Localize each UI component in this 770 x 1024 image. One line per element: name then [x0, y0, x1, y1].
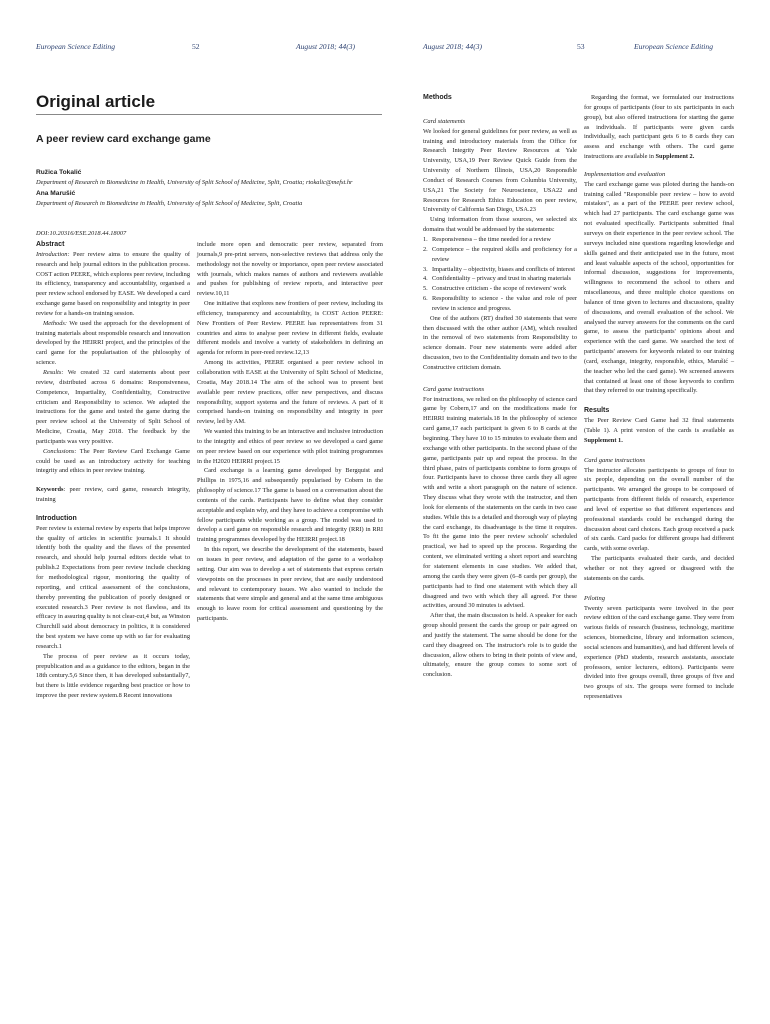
intro-paragraph-2: The process of peer review as it occurs today, prepublication and as a guidance to the editors, began in the 18th century.5,6 Since then, it has developed substantially7, but there is little evidence regarding best practice or how to improve the peer review system.8 Recent innovations — [36, 652, 190, 700]
list-item: 2. Competence – the required skills and proficiency for a review — [423, 245, 577, 263]
list-item: 6. Responsibility to science - the value and role of peer review in science and progress. — [423, 295, 577, 312]
abstract-results: Results: We created 32 card statements about peer review, distributed across 6 domains: Responsiveness, Competence, Impartiality, Confidentiality, Constructive criticism and Responsibility to science. We adapted the instructions for the game and tested the game during the peer review school at the University of Split School of Medicine, Croatia, May 2018. The feedback by the participants was very positive. — [36, 368, 190, 445]
list-item: 3. Impartiality – objectivity, biases and conflicts of interest — [423, 265, 575, 273]
introduction-heading: Introduction — [36, 514, 77, 522]
implementation-heading: Implementation and evaluation — [584, 170, 666, 178]
card-instructions-paragraph-1: The instructor allocates participants to groups of four to six people, depending on the overall number of the participants. We arranged the groups to be composed of participants from different fields of research, experience and level of expertise so that different experiences and professional standards could be exchanged during the discussion about card choices. Each group received a pack of six cards. Card packs for different groups had different cards, with some overlap. — [584, 466, 734, 553]
section-label: Original article — [36, 92, 382, 115]
page-number-left: 52 — [192, 42, 200, 51]
card-statements-paragraph-2: Using information from those sources, we selected six domains that would be addressed by the statements: — [423, 216, 577, 234]
domains-list — [423, 235, 577, 314]
affiliation-2: Department of Research in Biomedicine in Health, University of Split School of Medicine, Split, Croatia — [36, 200, 303, 207]
column-1 — [36, 240, 190, 701]
card-instructions-paragraph-2: The participants evaluated their cards, and decided whether or not they agreed or disagreed with the statements on the cards. — [584, 555, 734, 582]
format-paragraph: Regarding the format, we formulated our instructions for groups of participants (four to six participants in each group), but also offered instructions for starting the game as individuals. If participants were given cards individually, each participant gets 6 to 8 cards they can assess and exchange with others. The card game instructions are available in Supplement 2. — [584, 94, 734, 161]
doi: DOI:10.20316/ESE.2018.44.18007 — [36, 230, 127, 237]
column-2 — [197, 240, 383, 624]
intro-paragraph-1: Peer review is external review by experts that helps improve the quality of articles in scientific journals.1 It should identify both the quality and the flaws of the presented research, and should help journal editors decide what to publish.2 Expectations from peer review include checking for methodological rigour, monitoring the quality of reporting, and critical assessment of the conclusions, thereby preventing the publication of poorly designed or executed research.3 Peer review is not flawless, and its efficacy in assuring quality is not clear-cut,4 but, as Winston Churchill said about democracy in politics, it is considered the best system we have come up with so far for evaluating research.1 — [36, 524, 190, 650]
abstract-methods: Methods: We used the approach for the development of training materials about responsible research and innovation developed by the HEIRRI project, and the principles of the card game for the popularisation of the philosophy of science. — [36, 319, 190, 367]
col2-paragraph-5: Card exchange is a learning game developed by Bergquist and Phillips in 1975,16 and subsequently popularised by Cobern in the philosophy of science.17 The game is based on a conversation about the contents of the cards. Participants have to define what they consider acceptable and explain why, and they have to achieve a compromise with fellow participants while working as a group. The model was used to develop a card game on responsible research and integrity (RRI) in RRI training programmes developed by the HEIRRI project.18 — [197, 467, 383, 544]
instructions-paragraph-1: For instructions, we relied on the philosophy of science card game by Cobern,17 and on the modifications made for HEIRRI training materials.18 In the philosophy of science card game,17 each participant is given 6 to 8 cards at the beginning. They have 10 to 15 minutes to evaluate them and exchange with other participants. In the second phase of the game, participants pair up and repeat the process. In the third phase, pairs of participants combine to form groups of four. Participants have to choose three cards they all agree with and write a short paragraph on the nature of science. They discuss what they wrote with the instructor, and then look for elements of the statements on the cards in two case studies. While this is a detailed and thorough way of playing the card exchange, its disadvantage is the time it requires. To fit the game into the peer review schools' scheduled practical, we had to speed up the process. Regarding the content, we eliminated writing a short report and searching for statement elements in case studies. We added that, among the cards they were given (6–8 cards per group), the participants had to find one statement with which they all disagreed and two with which they all agreed. For these activities, around 30 minutes is advised. — [423, 395, 577, 610]
piloting-paragraph: Twenty seven participants were involved in the peer review edition of the card exchange game. They were from various fields of research (business, technology, maritime sciences, biomedicine, library and information sciences, social sciences and humanities), and had different levels of experience (PhD students, research assistants, associate professors, senior lecturers, editors). Participants were divided into five groups overall, three groups of five and two groups of six. The groups were formed to include representatives — [584, 604, 734, 701]
results-paragraph: The Peer Review Card Game had 32 final statements (Table 1). A print version of the cards is available as Supplement 1. — [584, 417, 734, 444]
abstract-heading: Abstract — [36, 241, 65, 248]
column-4 — [584, 93, 734, 702]
col2-paragraph-2: One initiative that explores new frontiers of peer review, including its efficiency, transparency and accountability, is COST Action PEERE: New Frontiers of Peer Review. PEERE has representatives from 31 countries and aims to analyse peer review in different fields, evaluate different models and involve a variety of stakeholders in defining an agenda for reform in peer-reed review.12,13 — [197, 300, 383, 357]
card-instructions-heading: Card game instructions — [584, 456, 646, 464]
col2-paragraph-4: We wanted this training to be an interactive and inclusive introduction to the integrity and ethics of peer review so we developed a card game on peer review based on our experience with pilot training programmes in the H2020 HEIRRI project.15 — [197, 428, 383, 465]
list-item: 5. Constructive criticism - the scope of reviewers' work — [423, 285, 567, 293]
list-item: 4. Confidentiality – privacy and trust in sharing materials — [423, 275, 572, 283]
issue-right: August 2018; 44(3) — [423, 42, 483, 51]
running-header-left: European Science Editing — [36, 42, 116, 51]
piloting-heading: Piloting — [584, 594, 605, 602]
page-number-right: 53 — [577, 42, 585, 51]
column-3 — [423, 93, 577, 680]
article-title: A peer review card exchange game — [36, 133, 211, 145]
col2-paragraph-6: In this report, we describe the development of the statements, based on issues in peer review, and adaptation of the game to a workshop setting. Our aim was to develop a set of statements that express certain viewpoints on the processes in peer review, that are easily understood and relevant to contemporary issues. We also wanted to include the statements that were simple and general and at the same time ambiguous enough to leave room for critical assessment and questioning by the participants. — [197, 546, 383, 623]
abstract-introduction: Introduction: Peer review aims to ensure the quality of research and help journal editors in the publication process. COST action PEERE, which explores peer review, including its efficiency, transparency and accountability, organised a peer review school endorsed by EASE. We developed a card exchange game based on responsibility and integrity in peer review for a hands-on training session. — [36, 250, 190, 317]
abstract-conclusions: Conclusions: The Peer Review Card Exchange Game could be used as an introductory activity for teaching integrity and ethics in peer review training. — [36, 447, 190, 475]
results-heading: Results — [584, 407, 610, 415]
implementation-paragraph: The card exchange game was piloted during the hands-on training called "Responsible peer review – how to avoid mistakes", as a part of the PEERE peer review school, which had 27 participants. The card exchange game was not evaluated specifically. Participants submitted final surveys on their experience in the peer review school. The surveys included nine questions regarding knowledge and skills gained and their anticipated use in the future, most and least valuable aspects of the school, opportunities for informal discussion, suggestions for improvements, willingness to recommend the school to others and miscellaneous, and three multiple choice questions on balance of time given to lectures and discussions, quality of discussions, and overall evaluation of the school. We analysed the survey answers for the comments on the card game, to assess the participants' opinions about and experience with the card game. We searched the text of participants' answers for keywords related to our training (card, exchange, integrity, responsible, ethics, Marušić – the teacher who led the card game). We screened answers that contained at least one of those keywords to confirm that they referred to our training specifically. — [584, 180, 734, 395]
col2-paragraph-1: include more open and democratic peer review, separated from journals,9 pre-print servers, non-selective reviews that address only the methodology not the novelty or importance, open peer review associated with journals, which makes names of authors and reviewers available and pushes for publishing of review reports, and interactive peer review.10,11 — [197, 241, 383, 298]
instructions-paragraph-2: After that, the main discussion is held. A speaker for each group should present the cards the group or pair agreed on and justify the statement. The same should be done for the card they disagreed on. The instructor's role is to guide the discussion, allow others to bring in their points of view and, ultimately, ensure the group comes to some sort of conclusion. — [423, 612, 577, 679]
card-statements-heading: Card statements — [423, 117, 466, 125]
card-statements-paragraph-1: We looked for general guidelines for peer review, as well as training and introductory materials from the Office for Research Integrity Peer Review Resources at Yale University, USA,19 Peer Review Quick Guide from the University of Northern Illinois, USA,20 Responsible Conduct of Research Courses from Columbia University, USA,21 The Society for Neuroscience, USA22 and Resources for Research Ethics Education on peer review, University of California San Diego, USA.23 — [423, 127, 577, 214]
author-2: Ana Marušić — [36, 190, 76, 197]
col2-paragraph-3: Among its activities, PEERE organised a peer review school in collaboration with EASE at the University of Split School of Medicine, Croatia, May 2018.14 The aim of the school was to present best available peer review practices, offer new perspectives, and discuss responsibility, support systems and the future of reviews. A part of it comprised hands-on training on responsibility and integrity in peer review, led by AM. — [197, 359, 383, 426]
author-1: Ružica Tokalić — [36, 169, 82, 176]
affiliation-1: Department of Research in Biomedicine in Health, University of Split School of Medicine, Split, Croatia; rtokalic@mefst.hr — [36, 179, 353, 186]
methods-heading: Methods — [423, 94, 452, 101]
keywords: Keywords: peer review, card game, research integrity, training — [36, 486, 190, 504]
card-statements-paragraph-3: One of the authors (RT) drafted 30 statements that were then discussed with the other author (AM), which resulted in the removal of two statements from Responsibility to science domain. Four new statements were added after discussion, two to the Confidentiality domain and two to the Constructive criticism domain. — [423, 314, 577, 371]
issue-left: August 2018; 44(3) — [296, 42, 356, 51]
card-game-instructions-heading: Card game instructions — [423, 385, 485, 393]
running-header-right: European Science Editing — [634, 42, 714, 51]
list-item: 1. Responsiveness – the time needed for a review — [423, 235, 551, 243]
